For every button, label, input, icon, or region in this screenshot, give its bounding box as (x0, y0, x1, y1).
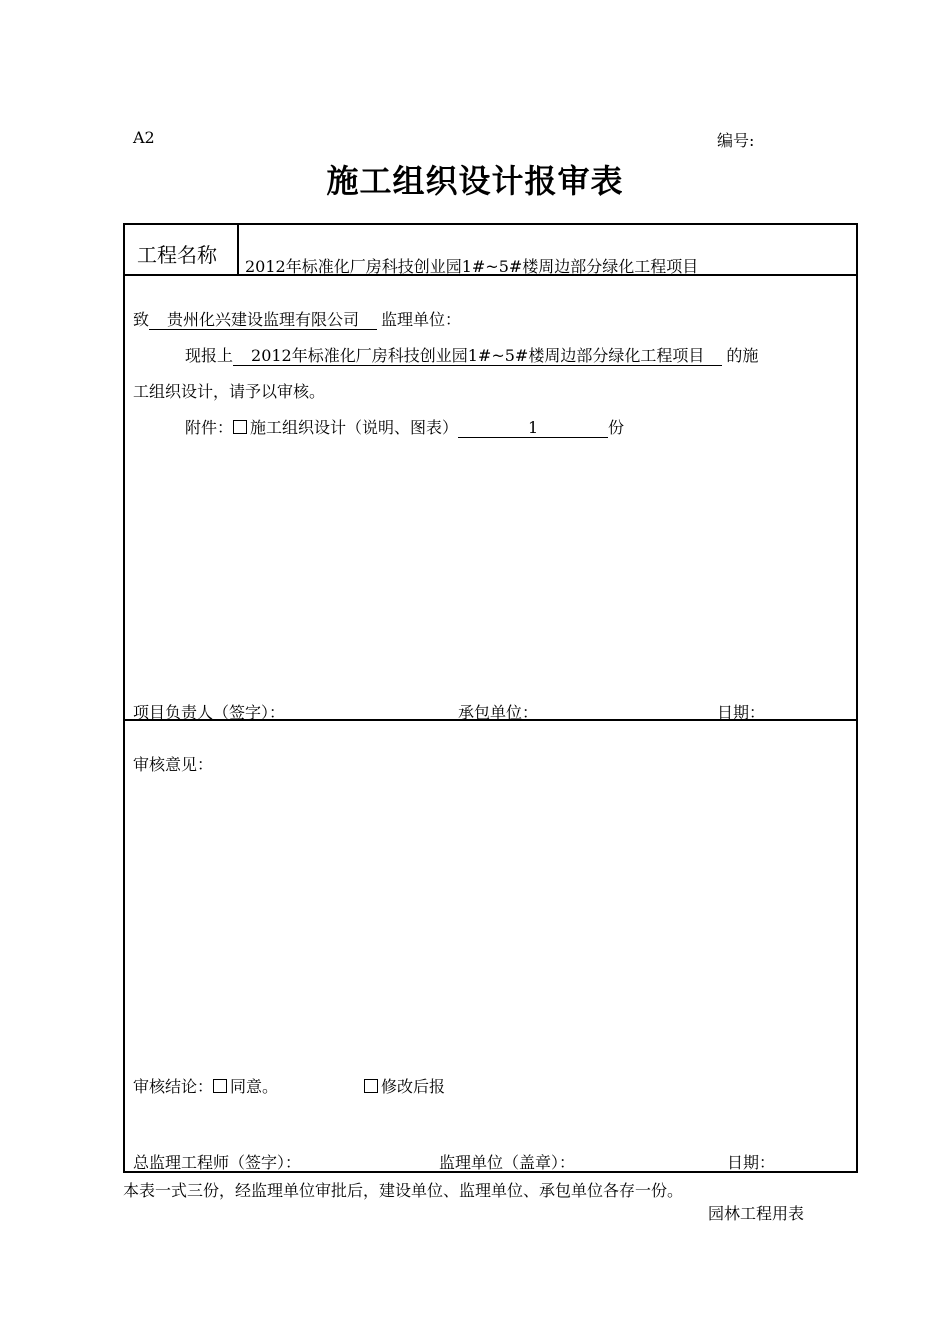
project-name-value: 2012年标准化厂房科技创业园1#~5#楼周边部分绿化工程项目 (245, 257, 699, 276)
sign-engineer: 总监理工程师（签字）： (133, 1153, 302, 1172)
report-line (185, 343, 758, 366)
number-label: 编号: (717, 131, 755, 150)
footer-note: 本表一式三份，经监理单位审批后，建设单位、监理单位、承包单位各存一份。 (123, 1181, 684, 1200)
checkbox-agree[interactable] (213, 1079, 227, 1093)
attachment-count: 1 (458, 419, 608, 438)
attachment-unit: 份 (608, 418, 625, 437)
sign-manager: 项目负责人（签字）： (133, 703, 286, 722)
project-name-label: 工程名称 (137, 243, 217, 267)
review-opinion-label: 审核意见： (133, 755, 214, 774)
report-suffix: 的施 (726, 346, 759, 365)
page-title: 施工组织设计报审表 (326, 162, 624, 200)
sign-contractor: 承包单位： (458, 703, 539, 722)
attachment-item: 施工组织设计（说明、图表） (250, 418, 459, 437)
report-project: 2012年标准化厂房科技创业园1#~5#楼周边部分绿化工程项目 (233, 347, 722, 366)
report-line-2: 工组织设计，请予以审核。 (133, 382, 326, 401)
report-prefix: 现报上 (185, 346, 234, 365)
sign-date-review: 日期： (727, 1153, 776, 1172)
checkbox-revise[interactable] (364, 1079, 378, 1093)
sign-unit: 监理单位（盖章）： (439, 1153, 576, 1172)
option-agree: 同意。 (230, 1077, 279, 1096)
supervisor-company: 贵州化兴建设监理有限公司 (149, 311, 377, 330)
option-revise-line (364, 1074, 445, 1097)
divider-name-column (237, 225, 239, 275)
sign-date-contractor: 日期： (717, 703, 766, 722)
addressee-line (133, 307, 461, 330)
checkbox-attachment[interactable] (233, 420, 247, 434)
addressee-prefix: 致 (133, 310, 150, 329)
attachment-line (185, 415, 624, 438)
option-revise: 修改后报 (381, 1077, 446, 1096)
footer-usage: 园林工程用表 (708, 1204, 805, 1223)
addressee-suffix: 监理单位： (381, 310, 462, 329)
conclusion-line (133, 1074, 278, 1097)
form-code: A2 (133, 128, 155, 147)
conclusion-label: 审核结论： (133, 1077, 214, 1096)
attachment-label: 附件： (185, 418, 234, 437)
